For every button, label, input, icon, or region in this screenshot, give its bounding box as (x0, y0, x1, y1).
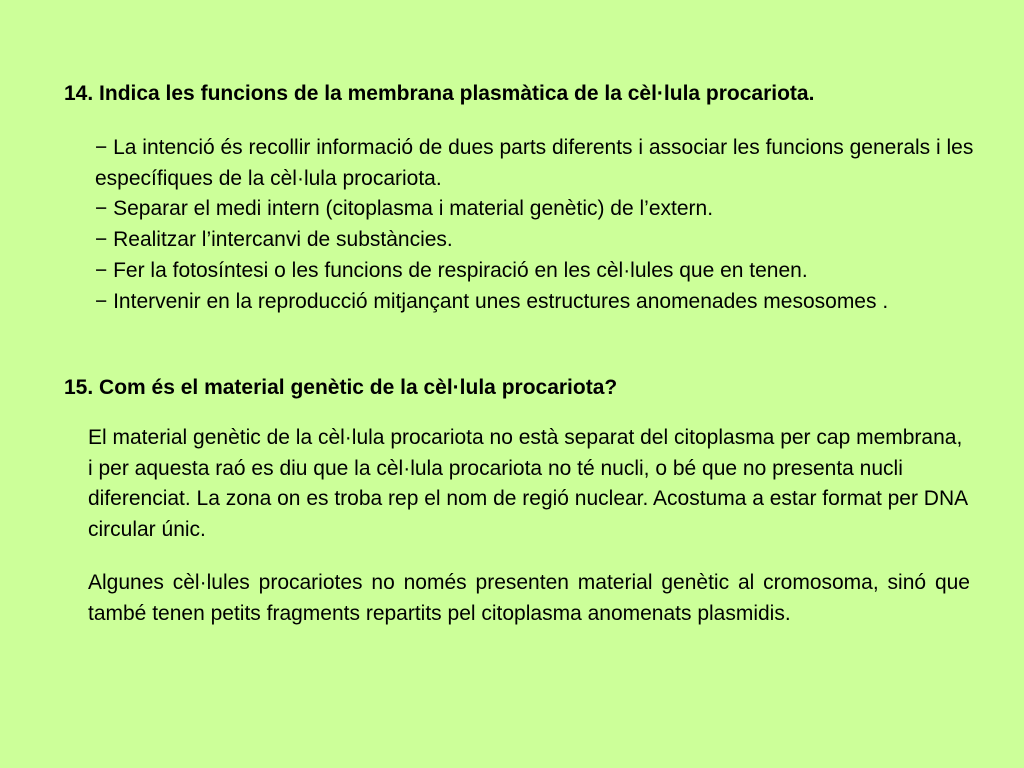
question-14-title: 14. Indica les funcions de la membrana plasmàtica de la cèl·lula procariota. (64, 82, 815, 105)
question-15-paragraph-2: Algunes cèl·lules procariotes no només presenten material genètic al cromosoma, sinó que també tenen petits fragments repartits pel citoplasma anomenats plasmidis. (88, 571, 970, 625)
answer-bullet-4: − Fer la fotosíntesi o les funcions de respiració en les cèl·lules que en tenen. (95, 258, 808, 282)
answer-bullet-1: − La intenció és recollir informació de dues parts diferents i associar les funcions generals i les específiques de la cèl·lula procariota. (95, 136, 974, 190)
question-15-title: 15. Com és el material genètic de la cèl·lula procariota? (64, 376, 618, 399)
answer-bullet-3: − Realitzar l’intercanvi de substàncies. (95, 228, 453, 252)
answer-bullet-2: − Separar el medi intern (citoplasma i material genètic) de l’extern. (95, 197, 714, 221)
question-15-paragraph-1: El material genètic de la cèl·lula procariota no està separat del citoplasma per cap membrana, i per aquesta raó es diu que la cèl·lula procariota no té nucli, o bé que no presenta nucli diferenciat. La zona on es troba rep el nom de regió nuclear. Acostuma a estar format per DNA circular únic. (88, 426, 967, 542)
answer-bullet-5: − Intervenir en la reproducció mitjançant unes estructures anomenades mesosomes . (95, 289, 889, 313)
question-14-answer-list (95, 133, 975, 317)
